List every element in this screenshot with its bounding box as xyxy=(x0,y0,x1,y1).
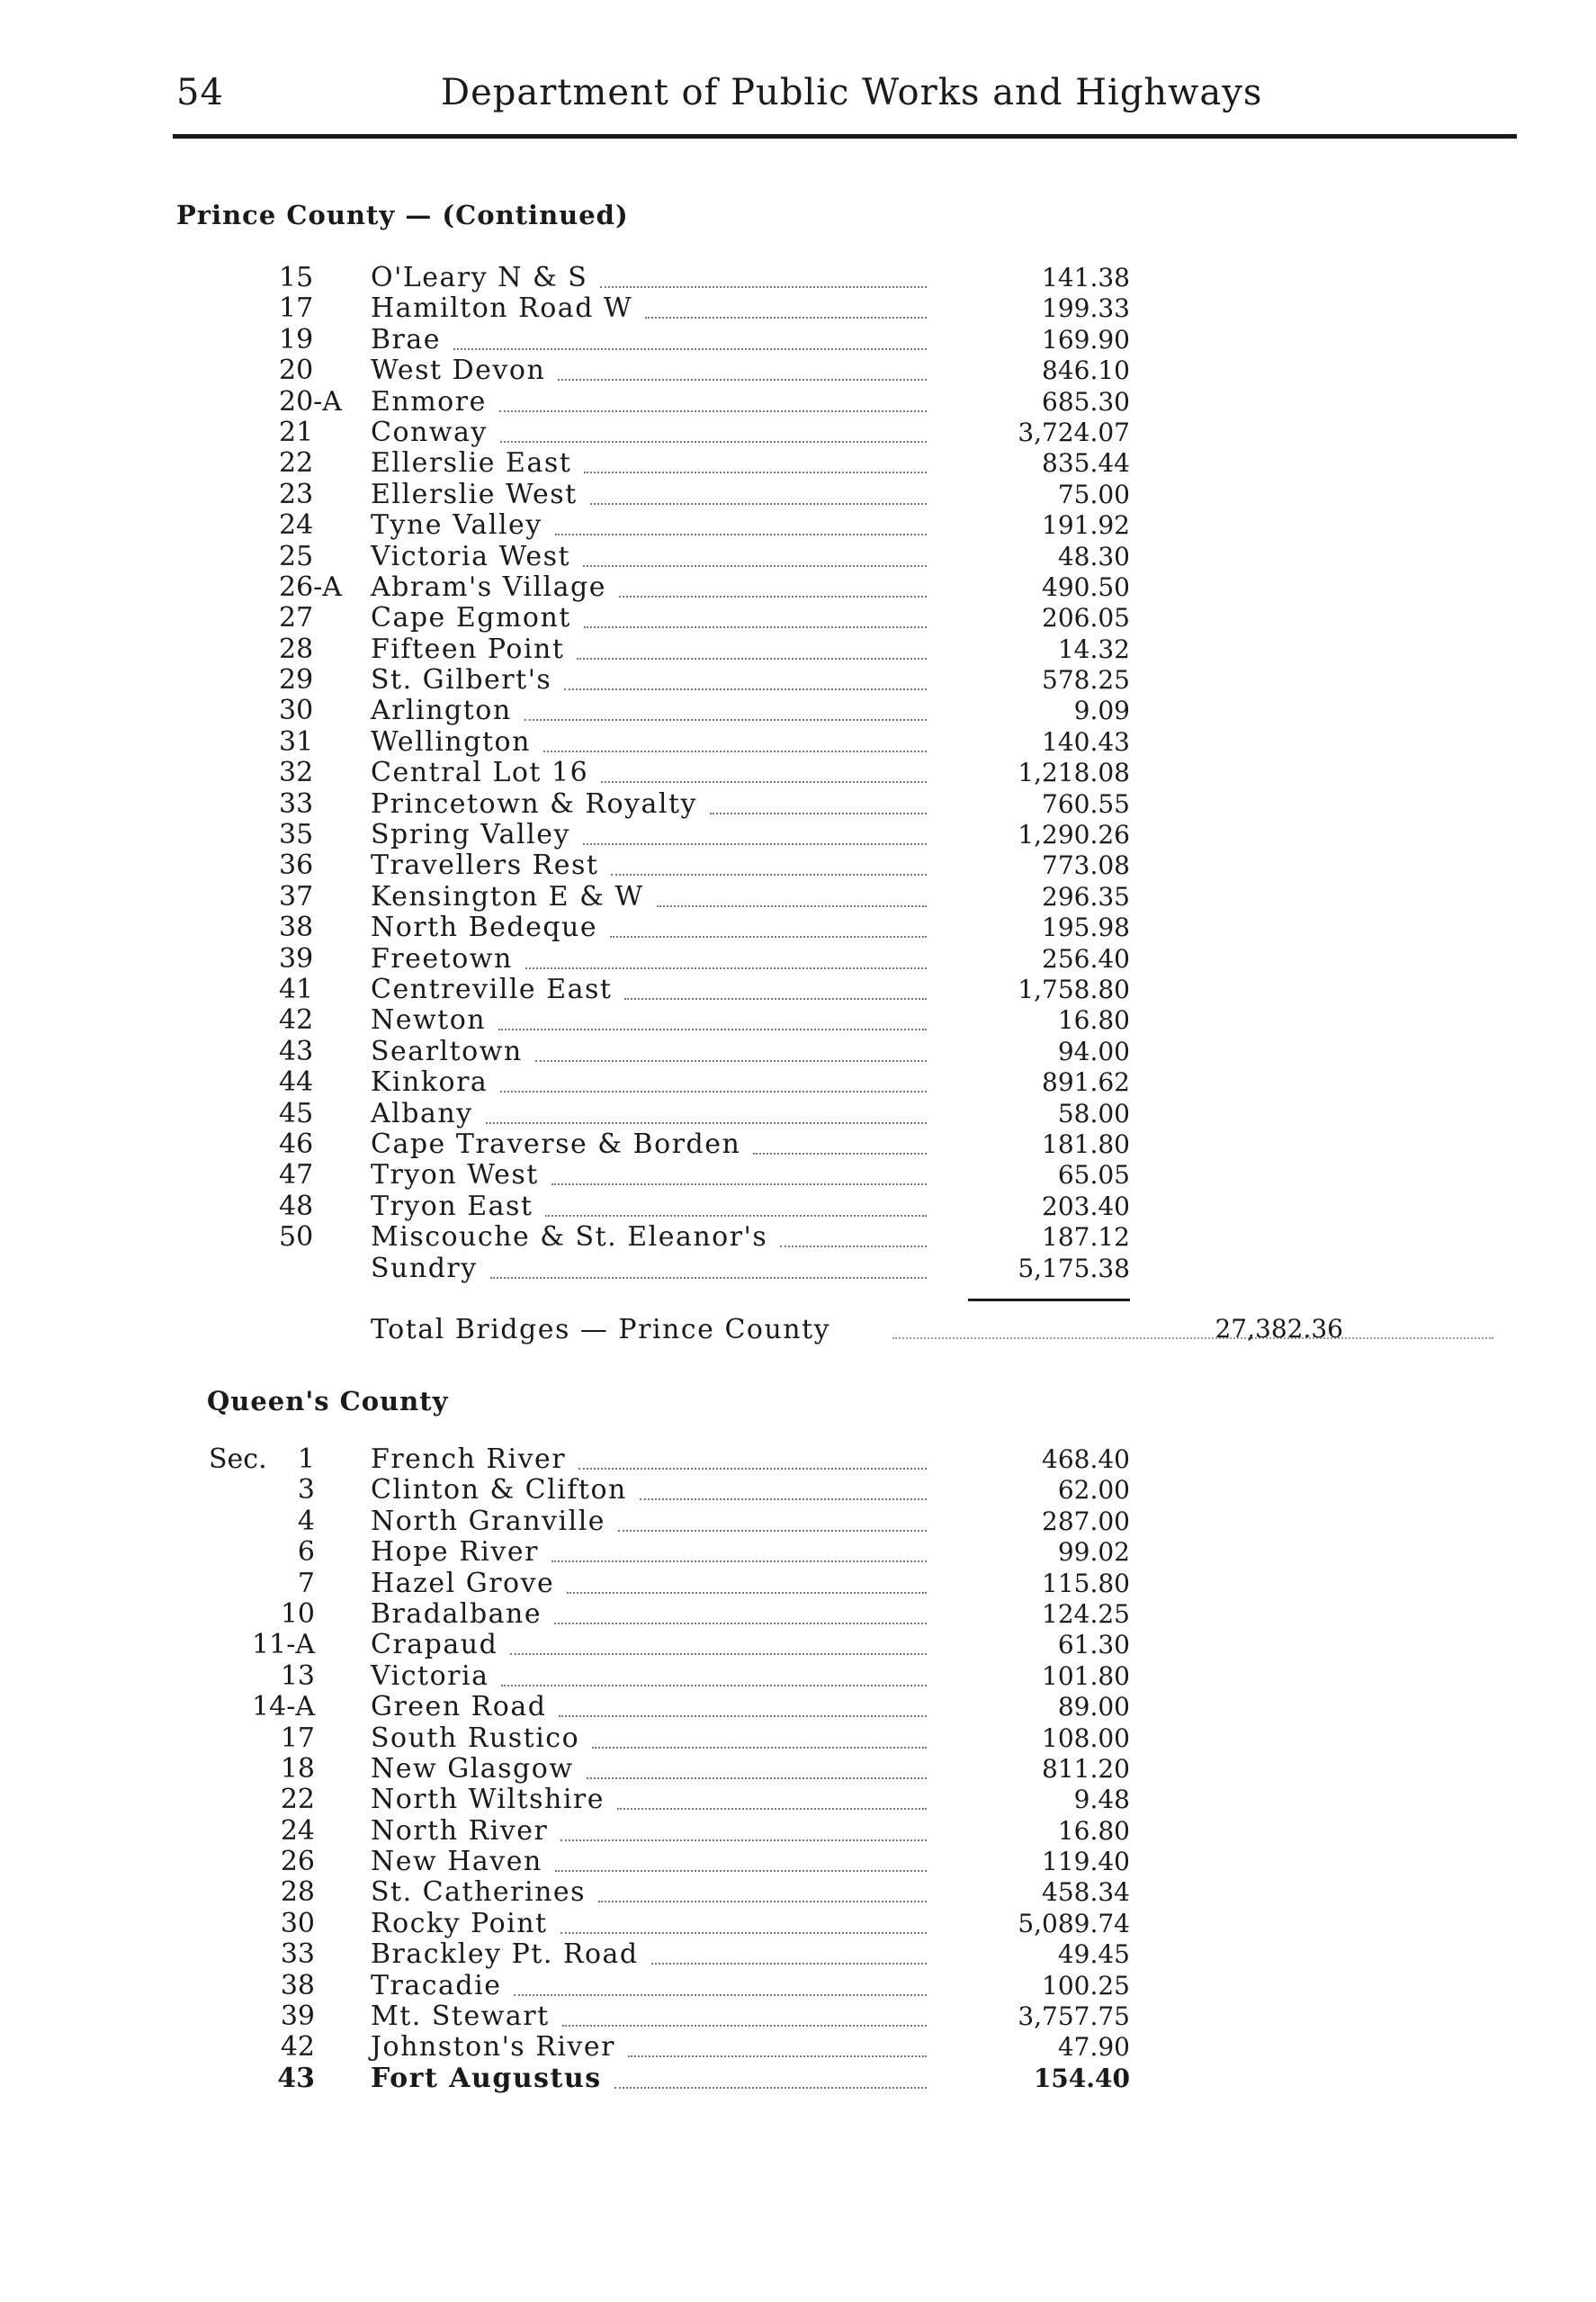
table-row xyxy=(0,1099,1596,1129)
row-amount: 108.00 xyxy=(1042,1722,1130,1753)
row-amount: 9.48 xyxy=(1073,1785,1130,1815)
header-rule xyxy=(173,134,1517,139)
table-row xyxy=(0,696,1596,726)
row-name: Princetown & Royalty xyxy=(371,787,697,820)
row-amount: 124.25 xyxy=(1042,1598,1130,1629)
row-amount: 115.80 xyxy=(1042,1568,1130,1598)
row-amount: 58.00 xyxy=(1057,1098,1130,1129)
leader-dots xyxy=(560,1838,927,1841)
row-name: O'Leary N & S xyxy=(371,262,588,293)
row-name: Abram's Village xyxy=(371,571,606,603)
row-name: Fort Augustus xyxy=(371,2062,602,2094)
row-number: 1 xyxy=(297,1443,315,1475)
leader-dots xyxy=(500,439,927,443)
row-number: 42 xyxy=(279,1004,314,1037)
row-name: North Bedeque xyxy=(371,912,598,944)
table-row xyxy=(0,820,1596,850)
table-row xyxy=(0,727,1596,758)
row-number: 30 xyxy=(280,1907,315,1939)
leader-dots xyxy=(559,1713,927,1717)
row-amount: 140.43 xyxy=(1042,726,1130,757)
table-row xyxy=(0,263,1596,293)
table-row xyxy=(0,913,1596,943)
row-name: Fifteen Point xyxy=(371,633,565,665)
row-number: 45 xyxy=(279,1097,314,1129)
leader-dots xyxy=(624,996,927,1000)
total-amount: 27,382.36 xyxy=(1215,1314,1343,1344)
row-number: 17 xyxy=(279,292,314,325)
leader-dots xyxy=(584,470,927,473)
leader-dots xyxy=(535,1058,927,1062)
leader-dots xyxy=(892,1337,1493,1339)
row-number: 43 xyxy=(277,2062,315,2094)
table-row xyxy=(0,975,1596,1005)
row-name: Hazel Grove xyxy=(371,1567,555,1599)
row-number: 38 xyxy=(280,1969,315,2001)
table-row xyxy=(0,325,1596,355)
page-title: Department of Public Works and Highways xyxy=(441,72,1263,113)
row-amount: 48.30 xyxy=(1057,541,1130,571)
row-number: 7 xyxy=(297,1567,315,1599)
row-number: 36 xyxy=(279,850,314,882)
row-name: Hope River xyxy=(371,1536,539,1569)
row-name: Crapaud xyxy=(371,1629,498,1661)
row-name: Albany xyxy=(371,1097,473,1129)
row-name: Ellerslie East xyxy=(371,447,572,480)
row-number: 39 xyxy=(279,942,314,975)
row-number: 48 xyxy=(279,1190,314,1222)
leader-dots xyxy=(657,904,927,907)
row-amount: 1,290.26 xyxy=(1018,820,1130,850)
table-row xyxy=(0,1692,1596,1722)
queens-county-heading: Queen's County xyxy=(207,1386,449,1416)
table-row xyxy=(0,1254,1596,1284)
leader-dots xyxy=(555,1868,927,1872)
section-prefix: Sec. xyxy=(209,1443,267,1475)
row-amount: 5,089.74 xyxy=(1018,1908,1130,1938)
row-amount: 773.08 xyxy=(1042,850,1130,881)
row-amount: 100.25 xyxy=(1042,1970,1130,2001)
row-name: French River xyxy=(371,1443,567,1475)
table-row xyxy=(0,1129,1596,1160)
row-number: 33 xyxy=(279,787,314,820)
table-row xyxy=(0,1971,1596,2001)
row-amount: 206.05 xyxy=(1042,603,1130,634)
row-amount: 191.92 xyxy=(1042,510,1130,541)
row-name: North River xyxy=(371,1814,549,1847)
row-name: Green Road xyxy=(371,1691,547,1723)
row-name: Newton xyxy=(371,1004,487,1037)
leader-dots xyxy=(611,872,927,876)
leader-dots xyxy=(614,2085,927,2089)
table-row xyxy=(0,850,1596,881)
leader-dots xyxy=(551,1559,927,1562)
row-number: 23 xyxy=(279,478,314,510)
queens-county-table xyxy=(0,1444,1596,2094)
leader-dots xyxy=(567,1590,927,1594)
leader-dots xyxy=(525,966,927,969)
table-row xyxy=(0,480,1596,510)
leader-dots xyxy=(583,563,927,567)
row-name: Enmore xyxy=(371,385,487,418)
row-amount: 89.00 xyxy=(1057,1692,1130,1722)
leader-dots xyxy=(564,687,927,690)
leader-dots xyxy=(590,501,927,505)
table-row xyxy=(0,789,1596,820)
row-name: Wellington xyxy=(371,725,531,758)
row-amount: 119.40 xyxy=(1042,1847,1130,1877)
row-number: 37 xyxy=(279,880,314,913)
row-number: 25 xyxy=(279,540,314,572)
table-row xyxy=(0,1067,1596,1098)
row-amount: 9.09 xyxy=(1073,696,1130,726)
row-number: 38 xyxy=(279,912,314,944)
row-amount: 75.00 xyxy=(1057,479,1130,509)
table-row xyxy=(0,1723,1596,1754)
table-row xyxy=(0,1816,1596,1847)
leader-dots xyxy=(555,532,927,535)
row-number: 46 xyxy=(279,1128,314,1160)
row-name: Tryon East xyxy=(371,1190,533,1222)
leader-dots xyxy=(560,1930,927,1934)
row-amount: 3,724.07 xyxy=(1018,417,1130,447)
table-row xyxy=(0,758,1596,788)
table-row xyxy=(0,2001,1596,2032)
row-name: Travellers Rest xyxy=(371,850,599,882)
leader-dots xyxy=(584,625,927,628)
row-amount: 187.12 xyxy=(1042,1222,1130,1253)
row-name: Bradalbane xyxy=(371,1597,542,1630)
leader-dots xyxy=(753,1151,927,1155)
table-row xyxy=(0,418,1596,448)
row-number: 4 xyxy=(297,1505,315,1537)
leader-dots xyxy=(500,1089,927,1093)
row-amount: 458.34 xyxy=(1042,1877,1130,1908)
leader-dots xyxy=(780,1244,927,1247)
row-number: 28 xyxy=(279,633,314,665)
row-name: Sundry xyxy=(371,1252,478,1284)
table-row xyxy=(0,1630,1596,1660)
table-row xyxy=(0,1569,1596,1599)
row-number: 30 xyxy=(279,695,314,727)
table-row xyxy=(0,1222,1596,1253)
row-amount: 16.80 xyxy=(1057,1815,1130,1846)
row-number: 42 xyxy=(280,2031,315,2064)
table-row xyxy=(0,1877,1596,1908)
row-amount: 49.45 xyxy=(1057,1939,1130,1970)
row-name: Victoria West xyxy=(371,540,571,572)
row-amount: 94.00 xyxy=(1057,1036,1130,1066)
table-row xyxy=(0,1005,1596,1036)
row-amount: 101.80 xyxy=(1042,1660,1130,1691)
row-number: 35 xyxy=(279,819,314,851)
row-amount: 891.62 xyxy=(1042,1067,1130,1098)
leader-dots xyxy=(543,749,927,752)
total-label: Total Bridges — Prince County xyxy=(371,1314,831,1345)
row-number: 26-A xyxy=(279,571,342,603)
row-amount: 490.50 xyxy=(1042,571,1130,602)
leader-dots xyxy=(610,934,927,938)
row-amount: 195.98 xyxy=(1042,913,1130,943)
table-row xyxy=(0,882,1596,913)
row-number: 15 xyxy=(279,262,314,293)
leader-dots xyxy=(501,1683,927,1686)
row-name: St. Gilbert's xyxy=(371,664,552,697)
row-name: Cape Egmont xyxy=(371,602,571,634)
prince-county-table xyxy=(0,263,1596,1284)
row-name: Spring Valley xyxy=(371,819,570,851)
row-number: 20-A xyxy=(279,385,342,418)
row-amount: 296.35 xyxy=(1042,881,1130,912)
row-amount: 468.40 xyxy=(1042,1444,1130,1474)
leader-dots xyxy=(592,1745,927,1749)
row-amount: 181.80 xyxy=(1042,1129,1130,1159)
row-number: 21 xyxy=(279,416,314,448)
row-number: 11-A xyxy=(252,1629,315,1661)
row-number: 6 xyxy=(297,1536,315,1569)
row-amount: 685.30 xyxy=(1042,386,1130,417)
row-name: Mt. Stewart xyxy=(371,2001,550,2033)
leader-dots xyxy=(490,1275,927,1279)
leader-dots xyxy=(587,1776,927,1779)
table-row xyxy=(0,1191,1596,1222)
row-number: 22 xyxy=(279,447,314,480)
row-name: Central Lot 16 xyxy=(371,757,589,789)
leader-dots xyxy=(710,811,927,814)
leader-dots xyxy=(453,346,927,350)
row-amount: 287.00 xyxy=(1042,1506,1130,1536)
row-amount: 811.20 xyxy=(1042,1753,1130,1784)
table-row xyxy=(0,944,1596,975)
row-number: 26 xyxy=(280,1846,315,1878)
row-number: 22 xyxy=(280,1784,315,1816)
row-name: Brackley Pt. Road xyxy=(371,1938,639,1971)
leader-dots xyxy=(558,377,927,381)
table-row xyxy=(0,1909,1596,1939)
row-amount: 846.10 xyxy=(1042,355,1130,386)
row-name: Brae xyxy=(371,323,442,355)
table-row xyxy=(0,1599,1596,1630)
row-amount: 203.40 xyxy=(1042,1191,1130,1221)
prince-county-heading: Prince County — (Continued) xyxy=(176,200,629,230)
leader-dots xyxy=(551,1182,927,1185)
table-row xyxy=(0,2064,1596,2094)
table-row xyxy=(0,1939,1596,1970)
row-number: 24 xyxy=(279,509,314,542)
row-name: South Rustico xyxy=(371,1722,580,1754)
row-name: New Haven xyxy=(371,1846,542,1878)
row-name: Centreville East xyxy=(371,973,613,1005)
row-name: Conway xyxy=(371,416,488,448)
row-number: 33 xyxy=(280,1938,315,1971)
row-number: 39 xyxy=(280,2001,315,2033)
table-row xyxy=(0,1537,1596,1568)
table-row xyxy=(0,1785,1596,1815)
row-amount: 3,757.75 xyxy=(1018,2001,1130,2032)
row-name: West Devon xyxy=(371,355,546,387)
leader-dots xyxy=(598,1899,927,1902)
row-amount: 47.90 xyxy=(1057,2032,1130,2063)
row-amount: 61.30 xyxy=(1057,1630,1130,1660)
row-number: 13 xyxy=(280,1659,315,1692)
row-amount: 835.44 xyxy=(1042,448,1130,479)
table-row xyxy=(0,1037,1596,1067)
row-amount: 256.40 xyxy=(1042,943,1130,974)
table-row xyxy=(0,603,1596,634)
row-number: 31 xyxy=(279,725,314,758)
row-amount: 99.02 xyxy=(1057,1537,1130,1568)
row-name: Tracadie xyxy=(371,1969,502,2001)
row-number: 43 xyxy=(279,1035,314,1067)
row-amount: 62.00 xyxy=(1057,1475,1130,1506)
row-name: North Granville xyxy=(371,1505,606,1537)
table-row xyxy=(0,510,1596,541)
row-number: 32 xyxy=(279,757,314,789)
row-amount: 14.32 xyxy=(1057,634,1130,664)
leader-dots xyxy=(601,779,927,783)
row-amount: 5,175.38 xyxy=(1018,1253,1130,1283)
row-number: 47 xyxy=(279,1159,314,1191)
row-name: St. Catherines xyxy=(371,1876,587,1909)
row-name: Arlington xyxy=(371,695,512,727)
leader-dots xyxy=(628,2054,927,2057)
table-row xyxy=(0,1661,1596,1692)
leader-dots xyxy=(618,1528,927,1532)
table-row xyxy=(0,634,1596,665)
row-name: Miscouche & St. Eleanor's xyxy=(371,1221,768,1254)
row-number: 17 xyxy=(280,1722,315,1754)
leader-dots xyxy=(617,1806,927,1810)
row-name: Hamilton Road W xyxy=(371,292,633,325)
row-amount: 1,758.80 xyxy=(1018,974,1130,1004)
row-name: Clinton & Clifton xyxy=(371,1474,627,1506)
leader-dots xyxy=(514,1992,927,1996)
row-amount: 1,218.08 xyxy=(1018,758,1130,788)
leader-dots xyxy=(545,1213,927,1217)
row-number: 20 xyxy=(279,355,314,387)
row-number: 14-A xyxy=(252,1691,315,1723)
row-number: 24 xyxy=(280,1814,315,1847)
table-row xyxy=(0,1444,1596,1475)
leader-dots xyxy=(640,1497,927,1500)
row-name: Johnston's River xyxy=(371,2031,615,2064)
row-name: Cape Traverse & Borden xyxy=(371,1128,741,1160)
row-amount: 199.33 xyxy=(1042,293,1130,324)
row-number: 44 xyxy=(279,1066,314,1099)
row-name: Rocky Point xyxy=(371,1907,548,1939)
page-header xyxy=(176,72,1269,117)
table-row xyxy=(0,355,1596,386)
row-name: Freetown xyxy=(371,942,513,975)
leader-dots xyxy=(562,2023,927,2027)
row-name: New Glasgow xyxy=(371,1752,574,1785)
leader-dots xyxy=(583,841,927,845)
row-name: Searltown xyxy=(371,1035,523,1067)
row-name: Kinkora xyxy=(371,1066,489,1099)
leader-dots xyxy=(578,1466,927,1470)
table-row xyxy=(0,387,1596,418)
row-name: Kensington E & W xyxy=(371,880,644,913)
row-name: North Wiltshire xyxy=(371,1784,605,1816)
leader-dots xyxy=(498,1027,927,1030)
row-amount: 154.40 xyxy=(1033,2063,1130,2093)
row-number: 19 xyxy=(279,323,314,355)
page-number: 54 xyxy=(176,72,224,113)
leader-dots xyxy=(600,284,927,288)
total-row xyxy=(371,1314,1342,1350)
row-amount: 16.80 xyxy=(1057,1005,1130,1036)
table-row xyxy=(0,1754,1596,1785)
leader-dots xyxy=(645,315,927,319)
row-amount: 578.25 xyxy=(1042,665,1130,696)
table-row xyxy=(0,448,1596,479)
table-row xyxy=(0,542,1596,572)
table-row xyxy=(0,293,1596,324)
table-row xyxy=(0,665,1596,696)
leader-dots xyxy=(499,409,927,412)
leader-dots xyxy=(577,656,927,660)
leader-dots xyxy=(525,717,927,721)
row-amount: 65.05 xyxy=(1057,1160,1130,1191)
table-row xyxy=(0,572,1596,603)
leader-dots xyxy=(619,594,927,598)
row-number: 29 xyxy=(279,664,314,697)
subtotal-rule xyxy=(968,1299,1130,1301)
leader-dots xyxy=(554,1621,927,1624)
leader-dots xyxy=(510,1651,927,1655)
table-row xyxy=(0,1506,1596,1537)
row-number: 50 xyxy=(279,1221,314,1254)
row-number: 28 xyxy=(280,1876,315,1909)
row-number: 27 xyxy=(279,602,314,634)
row-number: 18 xyxy=(280,1752,315,1785)
row-name: Victoria xyxy=(371,1659,489,1692)
row-amount: 760.55 xyxy=(1042,788,1130,819)
leader-dots xyxy=(651,1961,927,1965)
table-row xyxy=(0,2032,1596,2063)
table-row xyxy=(0,1160,1596,1191)
row-name: Ellerslie West xyxy=(371,478,578,510)
row-name: Tryon West xyxy=(371,1159,539,1191)
row-number: 3 xyxy=(297,1474,315,1506)
row-name: Tyne Valley xyxy=(371,509,542,542)
row-number: 10 xyxy=(280,1597,315,1630)
table-row xyxy=(0,1475,1596,1506)
row-amount: 141.38 xyxy=(1042,263,1130,292)
table-row xyxy=(0,1847,1596,1877)
row-amount: 169.90 xyxy=(1042,324,1130,355)
leader-dots xyxy=(486,1120,927,1124)
row-number: 41 xyxy=(279,973,314,1005)
